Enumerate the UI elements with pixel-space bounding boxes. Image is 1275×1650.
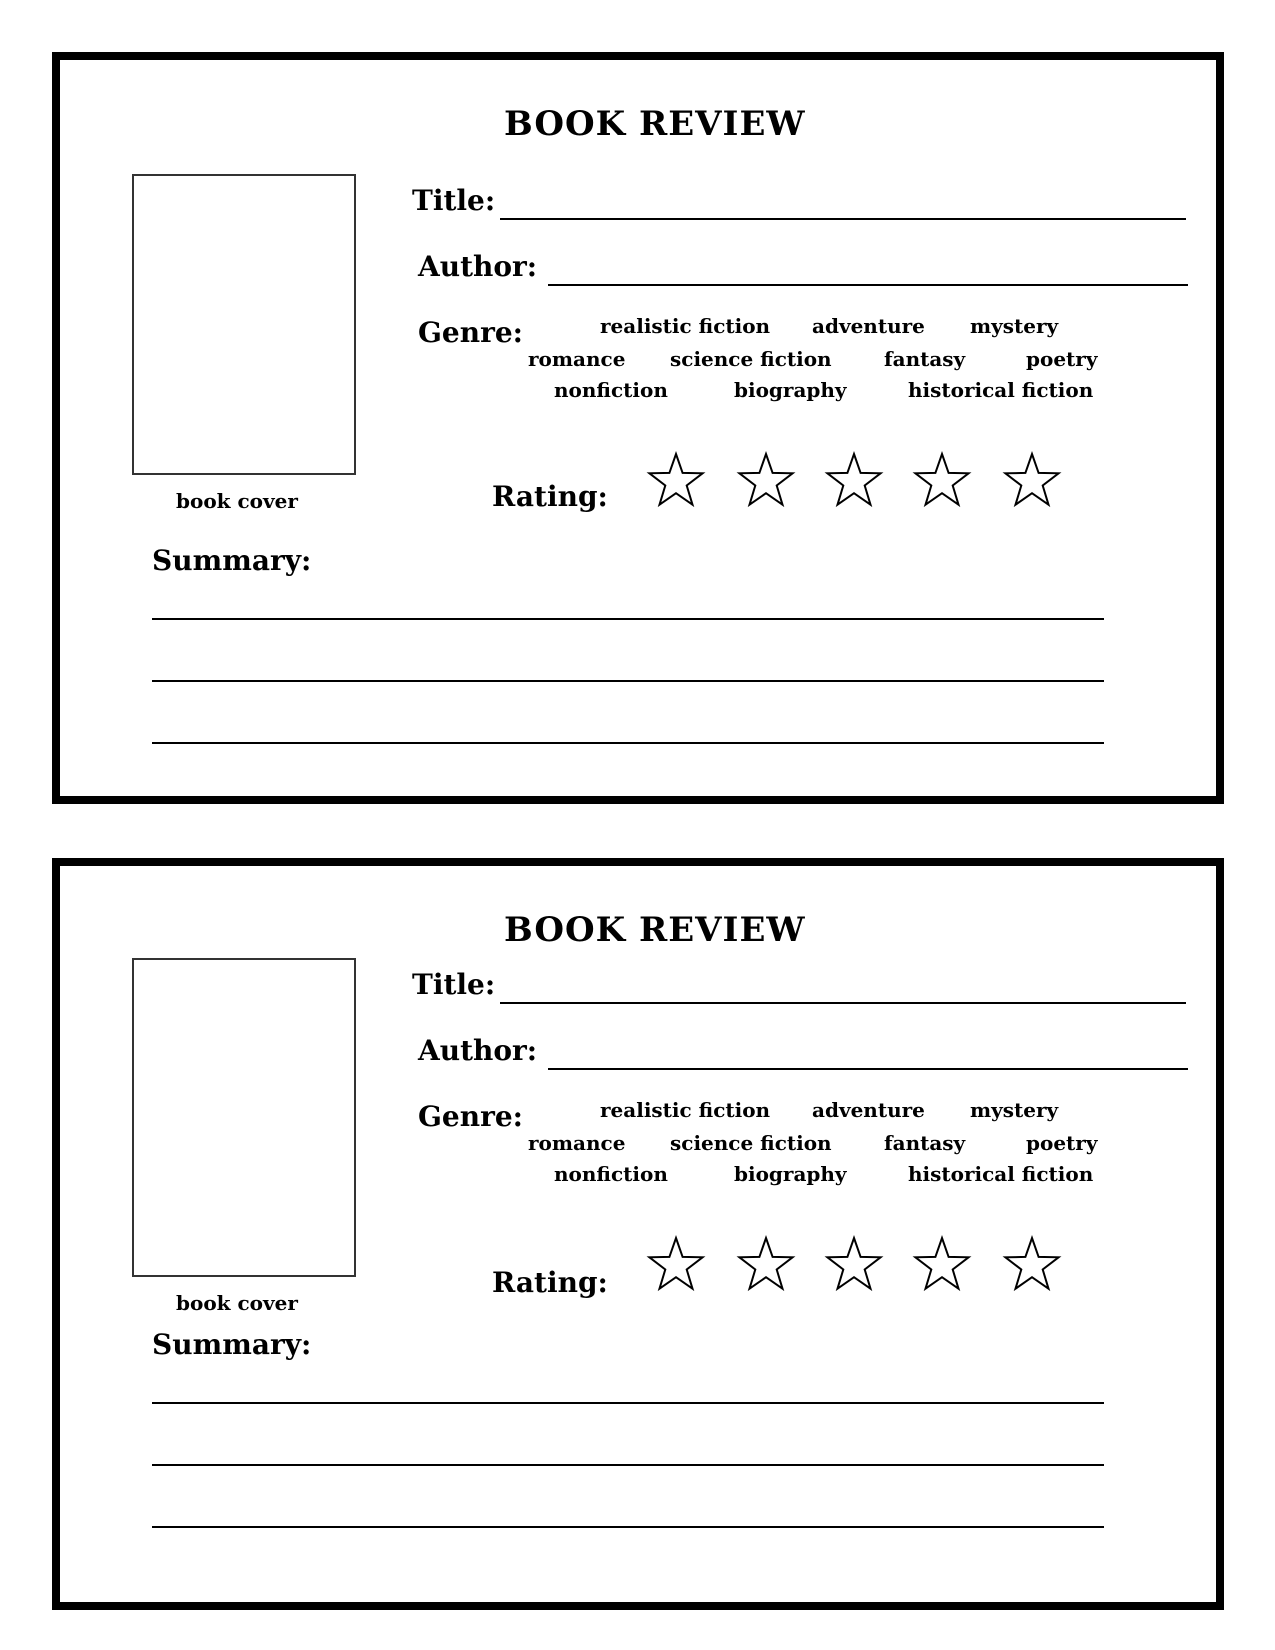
author-label: Author: [418, 250, 538, 283]
genre-option[interactable]: romance [528, 1131, 626, 1155]
summary-line[interactable] [152, 1526, 1104, 1528]
genre-option[interactable]: fantasy [884, 347, 966, 371]
rating-stars [60, 60, 1216, 796]
star-icon[interactable] [827, 454, 880, 505]
star-icon[interactable] [649, 454, 702, 505]
genre-option[interactable]: mystery [970, 314, 1059, 338]
genre-label: Genre: [418, 316, 523, 349]
genre-option[interactable]: historical fiction [908, 378, 1094, 402]
summary-line[interactable] [152, 618, 1104, 620]
genre-option[interactable]: realistic fiction [600, 314, 771, 338]
genre-option[interactable]: adventure [812, 1098, 925, 1122]
star-icon[interactable] [649, 1238, 702, 1289]
summary-label: Summary: [152, 544, 312, 577]
genre-option[interactable]: poetry [1026, 1131, 1098, 1155]
genre-option[interactable]: biography [734, 378, 847, 402]
summary-line[interactable] [152, 1402, 1104, 1404]
genre-option[interactable]: poetry [1026, 347, 1098, 371]
rating-label: Rating: [492, 1266, 608, 1299]
card-heading: BOOK REVIEW [504, 910, 806, 950]
book-review-card [52, 858, 1224, 1610]
star-icon[interactable] [1005, 454, 1058, 505]
summary-line[interactable] [152, 742, 1104, 744]
genre-option[interactable]: romance [528, 347, 626, 371]
genre-label: Genre: [418, 1100, 523, 1133]
summary-line[interactable] [152, 680, 1104, 682]
genre-option[interactable]: realistic fiction [600, 1098, 771, 1122]
summary-label: Summary: [152, 1328, 312, 1361]
card-heading: BOOK REVIEW [504, 104, 806, 144]
genre-option[interactable]: biography [734, 1162, 847, 1186]
star-icon[interactable] [915, 454, 968, 505]
summary-line[interactable] [152, 1464, 1104, 1466]
star-icon[interactable] [1005, 1238, 1058, 1289]
genre-option[interactable]: historical fiction [908, 1162, 1094, 1186]
genre-option[interactable]: adventure [812, 314, 925, 338]
genre-option[interactable]: nonfiction [554, 1162, 668, 1186]
book-cover-label: book cover [176, 1291, 298, 1315]
star-icon[interactable] [827, 1238, 880, 1289]
genre-option[interactable]: nonfiction [554, 378, 668, 402]
book-cover-label: book cover [176, 489, 298, 513]
author-label: Author: [418, 1034, 538, 1067]
genre-option[interactable]: science fiction [670, 347, 832, 371]
star-icon[interactable] [739, 454, 792, 505]
book-review-card [52, 52, 1224, 804]
genre-option[interactable]: science fiction [670, 1131, 832, 1155]
star-icon[interactable] [739, 1238, 792, 1289]
title-label: Title: [412, 184, 496, 217]
rating-stars [60, 866, 1216, 1602]
genre-option[interactable]: mystery [970, 1098, 1059, 1122]
star-icon[interactable] [915, 1238, 968, 1289]
title-label: Title: [412, 968, 496, 1001]
rating-label: Rating: [492, 480, 608, 513]
genre-option[interactable]: fantasy [884, 1131, 966, 1155]
